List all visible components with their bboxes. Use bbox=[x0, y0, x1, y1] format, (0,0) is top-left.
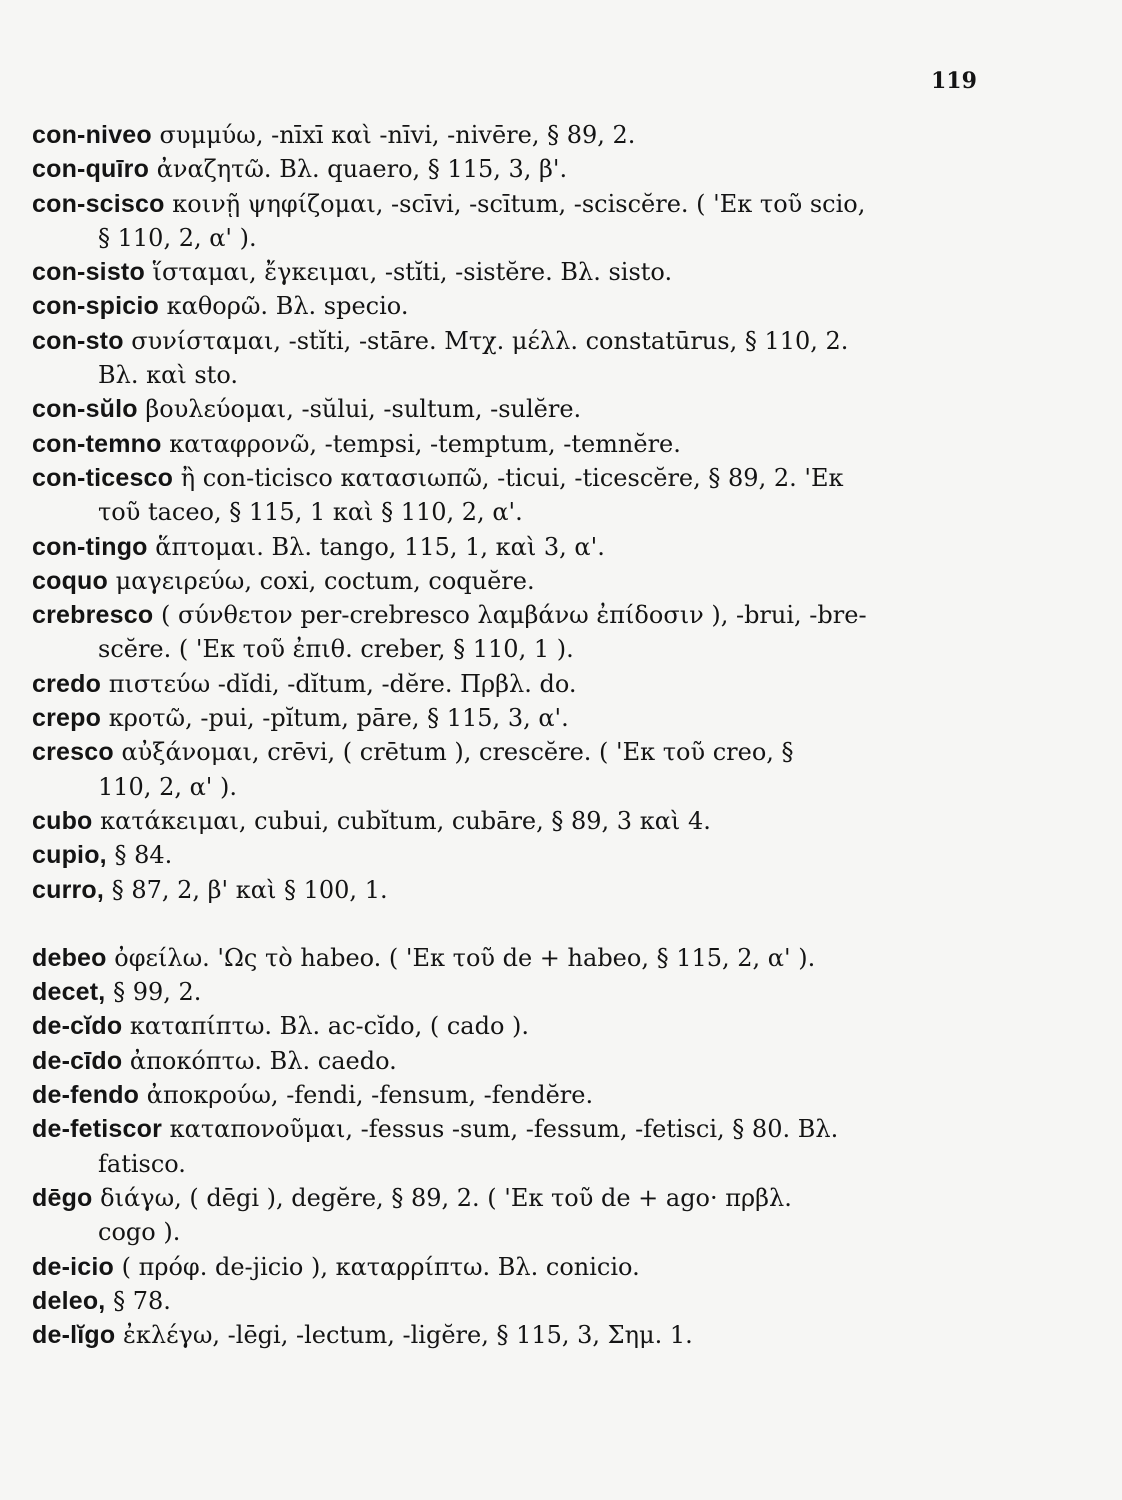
entry-headword: crepo bbox=[32, 704, 102, 733]
dictionary-entry bbox=[32, 1318, 1092, 1352]
dictionary-entry bbox=[32, 324, 1092, 358]
dictionary-entry bbox=[32, 975, 1092, 1009]
entry-definition: ὀφείλω. 'Ως τὸ habeo. ( 'Εκ τοῦ de + habeo, § 115, 2, α' ). bbox=[106, 943, 816, 972]
entry-headword: crebresco bbox=[32, 601, 154, 630]
entry-definition: § 78. bbox=[105, 1286, 171, 1315]
dictionary-entry bbox=[32, 1044, 1092, 1078]
entry-definition: καταφρονῶ, -tempsi, -temptum, -temnĕre. bbox=[161, 429, 681, 458]
entry-headword: con-sto bbox=[32, 326, 124, 355]
entry-definition: ἵσταμαι, ἔγκειμαι, -stĭti, -sistĕre. Βλ. sisto. bbox=[144, 258, 673, 287]
entry-headword: con-niveo bbox=[32, 121, 152, 149]
entry-definition: ( πρόφ. de-jicio ), καταρρίπτω. Βλ. conicio. bbox=[113, 1252, 640, 1281]
entry-continuation-line bbox=[32, 1147, 1092, 1181]
entry-headword: de-lĭgo bbox=[32, 1321, 116, 1350]
entry-continuation-line bbox=[32, 495, 1092, 529]
entry-definition: συνίσταμαι, -stĭti, -stāre. Μτχ. μέλλ. constatūrus, § 110, 2. bbox=[123, 326, 849, 355]
entry-headword: de-fendo bbox=[32, 1081, 140, 1110]
entry-definition: καταπονοῦμαι, -fessus -sum, -fessum, -fetisci, § 80. Βλ. bbox=[162, 1115, 839, 1144]
entry-headword: con-spicio bbox=[32, 292, 160, 321]
entry-headword: coquo bbox=[32, 566, 108, 595]
dictionary-entry bbox=[32, 530, 1092, 564]
entry-definition: αὐξάνομαι, crēvi, ( crētum ), crescĕre. ( 'Εκ τοῦ creo, § bbox=[113, 738, 794, 767]
entry-headword: deleo, bbox=[32, 1286, 106, 1315]
dictionary-entry bbox=[32, 701, 1092, 735]
entry-definition: μαγειρεύω, coxi, coctum, coquĕre. bbox=[108, 566, 535, 595]
dictionary-entry bbox=[32, 461, 1092, 495]
entry-definition: scĕre. ( 'Εκ τοῦ ἐπιθ. creber, § 110, 1 ). bbox=[98, 635, 574, 664]
entry-continuation-line bbox=[32, 1215, 1092, 1249]
dictionary-entry bbox=[32, 1284, 1092, 1318]
entry-definition: τοῦ taceo, § 115, 1 καὶ § 110, 2, α'. bbox=[98, 498, 523, 527]
entry-headword: de-cĭdo bbox=[32, 1012, 123, 1041]
entry-headword: de-icio bbox=[32, 1252, 114, 1281]
entry-definition: πιστεύω -dĭdi, -dĭtum, -dĕre. Πρβλ. do. bbox=[101, 669, 577, 698]
entry-headword: cresco bbox=[32, 738, 114, 767]
dictionary-entry bbox=[32, 598, 1092, 632]
entry-list bbox=[32, 118, 1092, 1352]
entry-headword: cupio, bbox=[32, 841, 107, 870]
dictionary-entry bbox=[32, 152, 1092, 186]
entry-continuation-line bbox=[32, 358, 1092, 392]
dictionary-entry bbox=[32, 392, 1092, 426]
entry-headword: curro, bbox=[32, 875, 105, 904]
dictionary-entry bbox=[32, 804, 1092, 838]
entry-headword: de-fetiscor bbox=[32, 1115, 163, 1144]
entry-continuation-line bbox=[32, 632, 1092, 666]
entry-headword: con-sŭlo bbox=[32, 395, 138, 424]
entry-definition: κατάκειμαι, cubui, cubĭtum, cubāre, § 89, 3 καὶ 4. bbox=[92, 806, 711, 835]
entry-definition: ἢ con-ticisco κατασιωπῶ, -ticui, -ticescĕre, § 89, 2. 'Εκ bbox=[173, 463, 844, 492]
entry-definition: διάγω, ( dēgi ), degĕre, § 89, 2. ( 'Εκ τοῦ de + ago· πρβλ. bbox=[92, 1183, 792, 1212]
entry-definition: κοινῇ ψηφίζομαι, -scīvi, -scītum, -sciscĕre. ( 'Εκ τοῦ scio, bbox=[164, 189, 866, 218]
dictionary-entry bbox=[32, 427, 1092, 461]
dictionary-entry bbox=[32, 873, 1092, 907]
entry-definition: Βλ. καὶ sto. bbox=[98, 361, 238, 390]
dictionary-entry bbox=[32, 1009, 1092, 1043]
dictionary-entry bbox=[32, 1250, 1092, 1284]
entry-definition: ἐκλέγω, -lēgi, -lectum, -ligĕre, § 115, 3, Σημ. 1. bbox=[115, 1321, 693, 1350]
entry-definition: § 99, 2. bbox=[105, 978, 202, 1007]
dictionary-entry bbox=[32, 289, 1092, 323]
entry-definition: § 84. bbox=[106, 841, 173, 870]
entry-definition: βουλεύομαι, -sŭlui, -sultum, -sulĕre. bbox=[137, 395, 582, 424]
entry-definition: ἀποκρούω, -fendi, -fensum, -fendĕre. bbox=[139, 1081, 594, 1110]
entry-definition: καθορῶ. Βλ. specio. bbox=[159, 292, 409, 321]
entry-continuation-line bbox=[32, 770, 1092, 804]
dictionary-entry bbox=[32, 118, 1092, 152]
page-number: 119 bbox=[931, 68, 977, 94]
entry-headword: con-ticesco bbox=[32, 463, 174, 492]
entry-headword: debeo bbox=[32, 943, 107, 972]
entry-definition: συμμύω, -nīxī καὶ -nīvi, -nivēre, § 89, 2. bbox=[151, 121, 636, 149]
entry-headword: dēgo bbox=[32, 1183, 93, 1212]
entry-headword: con-temno bbox=[32, 429, 162, 458]
entry-headword: con-tingo bbox=[32, 532, 148, 561]
dictionary-entry bbox=[32, 667, 1092, 701]
entry-definition: fatisco. bbox=[98, 1149, 186, 1178]
dictionary-entry bbox=[32, 1078, 1092, 1112]
entry-headword: de-cīdo bbox=[32, 1046, 123, 1075]
dictionary-entry bbox=[32, 187, 1092, 221]
dictionary-entry bbox=[32, 941, 1092, 975]
entry-definition: § 110, 2, α' ). bbox=[98, 223, 257, 252]
dictionary-entry bbox=[32, 735, 1092, 769]
entry-headword: decet, bbox=[32, 978, 106, 1007]
entry-definition: καταπίπτω. Βλ. ac-cĭdo, ( cado ). bbox=[122, 1012, 530, 1041]
entry-definition: ἀναζητῶ. Βλ. quaero, § 115, 3, β'. bbox=[149, 155, 568, 184]
entry-definition: § 87, 2, β' καὶ § 100, 1. bbox=[104, 875, 388, 904]
entry-headword: con-sisto bbox=[32, 258, 145, 287]
entry-definition: ( σύνθετον per-crebresco λαμβάνω ἐπίδοσιν ), -brui, -bre- bbox=[153, 601, 867, 630]
dictionary-entry bbox=[32, 1112, 1092, 1146]
entry-continuation-line bbox=[32, 221, 1092, 255]
dictionary-entry bbox=[32, 838, 1092, 872]
entry-headword: credo bbox=[32, 669, 102, 698]
entry-headword: con-scisco bbox=[32, 189, 165, 218]
dictionary-entry bbox=[32, 1181, 1092, 1215]
entry-definition: cogo ). bbox=[98, 1218, 181, 1247]
entry-definition: κροτῶ, -pui, -pĭtum, pāre, § 115, 3, α'. bbox=[101, 704, 569, 733]
entry-headword: con-quīro bbox=[32, 155, 150, 184]
entry-definition: ἀποκόπτω. Βλ. caedo. bbox=[122, 1046, 397, 1075]
dictionary-entry bbox=[32, 255, 1092, 289]
dictionary-entry bbox=[32, 564, 1092, 598]
entry-headword: cubo bbox=[32, 806, 93, 835]
entry-definition: ἅπτομαι. Βλ. tango, 115, 1, καὶ 3, α'. bbox=[147, 532, 605, 561]
entry-definition: 110, 2, α' ). bbox=[98, 772, 238, 801]
